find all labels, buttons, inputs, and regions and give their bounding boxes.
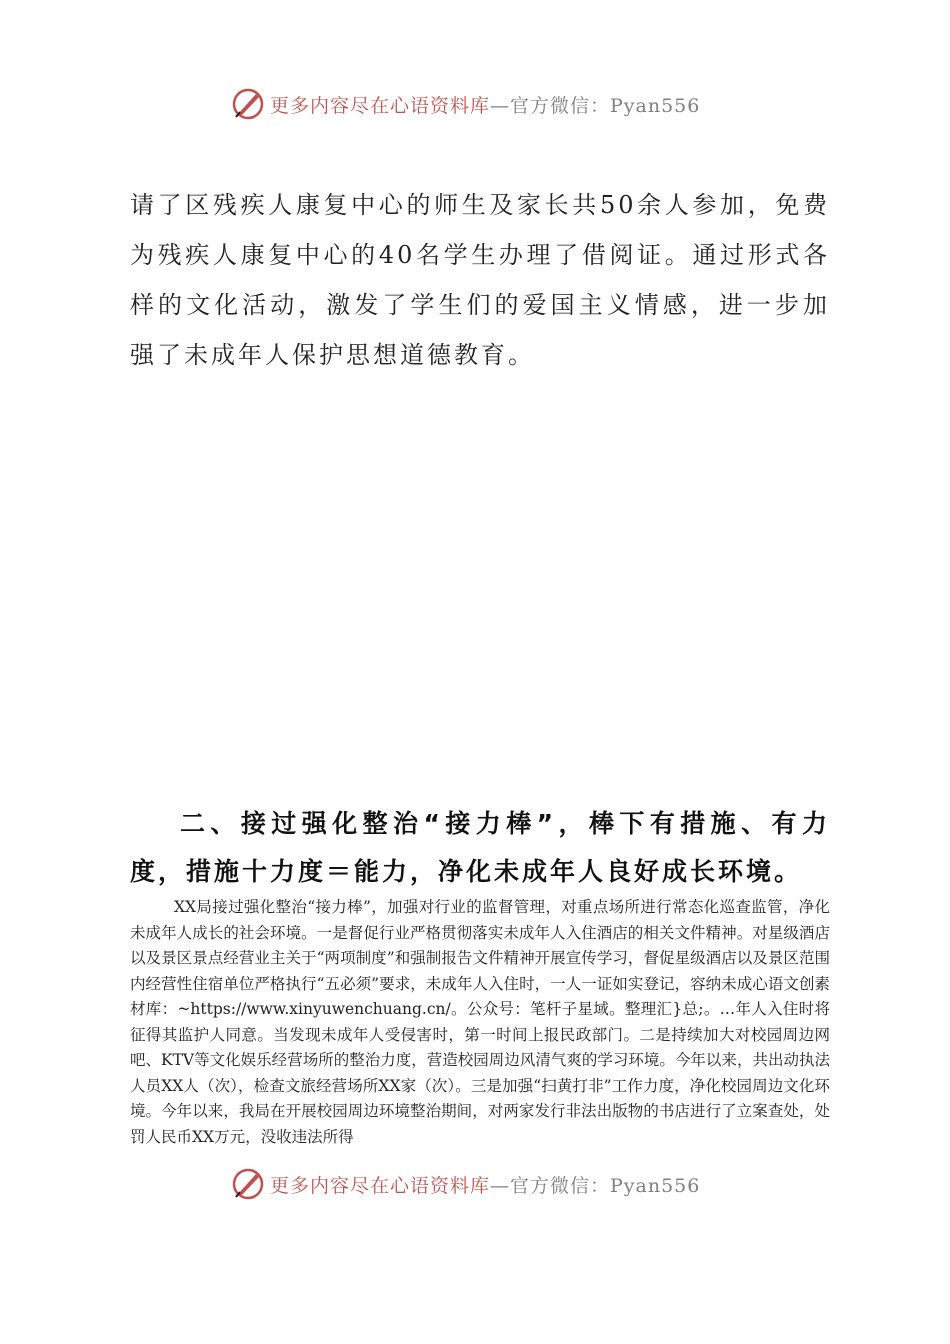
banner-separator: — (490, 94, 511, 117)
quill-logo-icon (230, 86, 266, 122)
quill-logo-icon (230, 1166, 266, 1202)
continued-paragraph: 请了区残疾人康复中心的师生及家长共50余人参加，免费为残疾人康复中心的40名学生办理了借阅证。通过形式各样的文化活动，激发了学生们的爱国主义情感，进一步加强了未成年人保护思想道德教育。 (130, 191, 830, 369)
footer-banner (230, 1164, 730, 1204)
banner-contact-text: 官方微信：Pyan556 (510, 1174, 701, 1197)
banner-text (270, 91, 700, 118)
banner-contact-text: 官方微信：Pyan556 (510, 94, 701, 117)
banner-text (270, 1171, 700, 1198)
section-paragraph: XX局接过强化整治“接力棒”，加强对行业的监督管理，对重点场所进行常态化巡查监管，净化未成年人成长的社会环境。一是督促行业严格贯彻落实未成年人入住酒店的相关文件精神。对星级酒店以及景区景点经营业主关于“两项制度”和强制报告文件精神开展宣传学习，督促星级酒店以及景区范围内经营性住宿单位严格执行“五必须”要求，未成年人入住时，一人一证如实登记，容纳未成心语文创素材库：~https://www.xinyuwenchuang.cn/。公众号：笔杆子星域。整理汇}总;。…年人入住时将征得其监护人同意。当发现未成年人受侵害时，第一时间上报民政部门。二是持续加大对校园周边网吧、KTV等文化娱乐经营场所的整治力度，营造校园周边风清气爽的学习环境。今年以来，共出动执法人员XX人（次），检查文旅经营场所XX家（次）。三是加强“扫黄打非”工作力度，净化校园周边文化环境。今年以来，我局在开展校园周边环境整治期间，对两家发行非法出版物的书店进行了立案查处，处罚人民币XX万元，没收违法所得 (130, 898, 830, 1146)
banner-main-text: 更多内容尽在心语资料库 (270, 1174, 491, 1197)
banner-main-text: 更多内容尽在心语资料库 (270, 94, 491, 117)
banner-separator: — (490, 1174, 511, 1197)
section-heading: 二、接过强化整治“接力棒”，棒下有措施、有力度，措施十力度＝能力，净化未成年人良好成长环境。 (130, 809, 830, 886)
header-banner (230, 84, 730, 124)
